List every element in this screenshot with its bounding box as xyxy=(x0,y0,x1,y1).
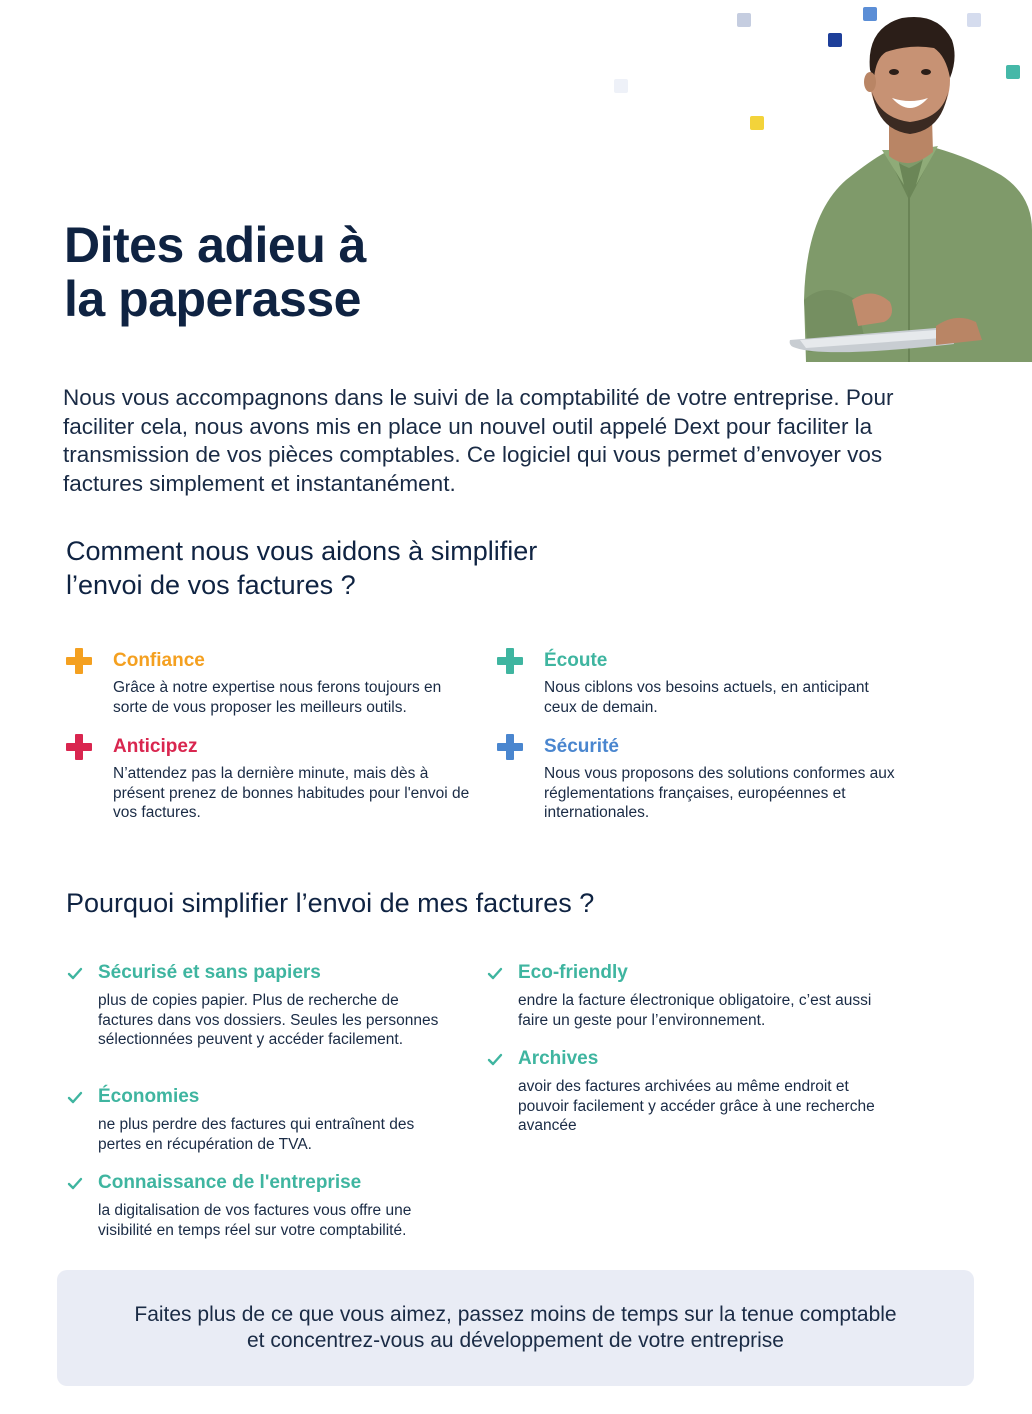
plus-icon xyxy=(66,648,92,674)
confetti-square xyxy=(614,79,628,93)
advantage-description: ne plus perdre des factures qui entraînent des pertes en récupération de TVA. xyxy=(98,1116,415,1153)
feature-description: Grâce à notre expertise nous ferons toujours en sorte de vous proposer les meilleurs outils. xyxy=(113,679,442,716)
feature-description: N’attendez pas la dernière minute, mais dès à présent prenez de bonnes habitudes pour l'envoi de vos factures. xyxy=(113,765,470,821)
advantage-description: endre la facture électronique obligatoire, c’est aussi faire un geste pour l’environnement. xyxy=(518,992,872,1029)
confetti-square xyxy=(750,116,764,130)
advantage-description: plus de copies papier. Plus de recherche de factures dans vos dossiers. Seules les personnes sélectionnées peuvent y accéder facilement. xyxy=(98,992,439,1048)
section-heading-help xyxy=(66,534,537,602)
section-heading-why: Pourquoi simplifier l’envoi de mes factures ? xyxy=(66,888,595,918)
check-icon xyxy=(487,1052,503,1068)
plus-icon xyxy=(497,734,523,760)
check-icon xyxy=(67,1176,83,1192)
check-icon xyxy=(487,966,503,982)
page-title-line: Dites adieu à xyxy=(64,217,366,273)
advantage-description: la digitalisation de vos factures vous offre une visibilité en temps réel sur votre comptabilité. xyxy=(98,1202,412,1239)
plus-icon xyxy=(497,648,523,674)
advantage-title: Archives xyxy=(518,1048,599,1069)
hero-person-photo xyxy=(786,0,1032,362)
feature-description: Nous ciblons vos besoins actuels, en anticipant ceux de demain. xyxy=(544,679,869,716)
feature-description: Nous vous proposons des solutions conformes aux réglementations françaises, européennes et internationales. xyxy=(544,765,895,821)
confetti-square xyxy=(737,13,751,27)
advantage-title: Sécurisé et sans papiers xyxy=(98,962,321,983)
section-heading-line: Comment nous vous aidons à simplifier xyxy=(66,536,538,566)
footer-callout xyxy=(57,1270,974,1386)
page-title-line: la paperasse xyxy=(64,271,361,327)
intro-paragraph: Nous vous accompagnons dans le suivi de la comptabilité de votre entreprise. Pour faciliter cela, nous avons mis en place un nouvel outil appelé Dext pour faciliter la transmission de vos pièces comptables. Ce logiciel qui vous permet d’envoyer vos factures simplement et instantanément. xyxy=(63,385,894,496)
plus-icon xyxy=(66,734,92,760)
advantage-title: Connaissance de l'entreprise xyxy=(98,1172,362,1193)
feature-title: Anticipez xyxy=(113,736,198,757)
advantage-title: Eco-friendly xyxy=(518,962,628,983)
feature-title: Confiance xyxy=(113,650,205,671)
page-title xyxy=(64,218,366,326)
advantage-title: Économies xyxy=(98,1086,200,1107)
check-icon xyxy=(67,966,83,982)
advantage-description: avoir des factures archivées au même endroit et pouvoir facilement y accéder grâce à une recherche avancée xyxy=(518,1078,875,1134)
feature-title: Sécurité xyxy=(544,736,619,757)
feature-title: Écoute xyxy=(544,650,608,671)
footer-callout-line: Faites plus de ce que vous aimez, passez moins de temps sur la tenue comptable xyxy=(134,1303,897,1326)
section-heading-line: l’envoi de vos factures ? xyxy=(66,570,356,600)
check-icon xyxy=(67,1090,83,1106)
footer-callout-line: et concentrez-vous au développement de votre entreprise xyxy=(247,1329,784,1352)
